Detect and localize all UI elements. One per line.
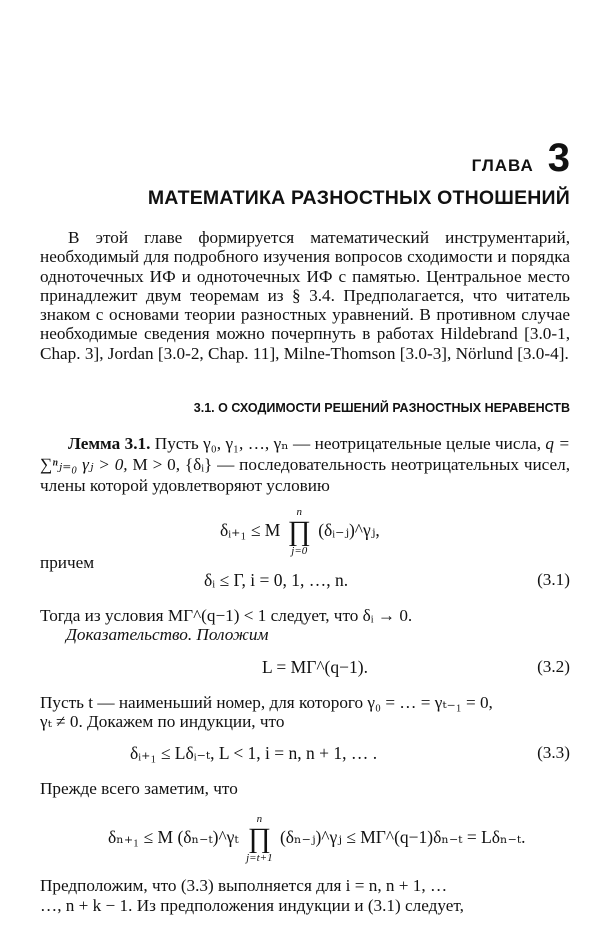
equation-number-3-3: (3.3)	[537, 743, 570, 762]
product-operator-2	[246, 814, 272, 864]
first-note-text: Прежде всего заметим, что	[40, 779, 238, 798]
formula-induction-left: δₙ₊₁ ≤ M (δₙ₋ₜ)^γₜ	[108, 827, 239, 848]
formula-3-2: L = MΓ^(q−1).	[262, 657, 368, 677]
formula-3-1: δᵢ ≤ Γ, i = 0, 1, …, n.	[204, 570, 349, 590]
induction-step-line-2: …, n + k − 1. Из предположения индукции и (3.1) следует,	[40, 896, 464, 915]
formula-recurrence-left: δᵢ₊₁ ≤ M	[220, 520, 281, 541]
chapter-header	[472, 138, 570, 178]
chapter-number: 3	[547, 136, 570, 180]
formula-induction-base	[108, 814, 526, 864]
let-text-line-2: γₜ ≠ 0. Докажем по индукции, что	[40, 712, 285, 731]
formula-3-3: δᵢ₊₁ ≤ Lδᵢ₋ₜ, L < 1, i = n, n + 1, … .	[130, 743, 378, 763]
intro-paragraph: В этой главе формируется математический инструментарий, необходимый для подробного изучения вопросов сходимости и порядка одноточечных ИФ и одноточечных ИФ с памятью. Центральное место принадлежит двум теоремам из § 3.4. Предполагается, что читатель знаком с основами теории разностных уравнений. В противном случае необходимые сведения можно почерпнуть в работах Hildebrand [3.0-1, Chap. 3], Jordan [3.0-2, Chap. 11], Milne-Thomson [3.0-3], Nörlund [3.0-4].	[40, 228, 570, 363]
equation-number-3-2: (3.2)	[537, 657, 570, 676]
product-symbol-2: ∏	[247, 823, 271, 854]
lemma-label: Лемма 3.1.	[68, 434, 151, 453]
product-symbol: ∏	[287, 516, 311, 547]
product-lower-limit: j=0	[291, 545, 308, 557]
lemma-text-b: M > 0, {δᵢ} — последовательность неотрицательных чисел, члены которой удовлетворяют условию	[40, 455, 571, 495]
lemma-q-definition: q = ∑ⁿⱼ₌₀ γⱼ > 0,	[40, 434, 570, 474]
product-lower-limit-2: j=t+1	[246, 852, 273, 864]
equation-number-3-1: (3.1)	[537, 570, 570, 589]
formula-recurrence-right: (δᵢ₋ⱼ)^γⱼ,	[318, 520, 380, 541]
then-condition-text: Тогда из условия MΓ^(q−1) < 1 следует, что δᵢ → 0.	[40, 606, 413, 625]
lemma-text-a: Пусть γ₀, γ₁, …, γₙ — неотрицательные целые числа,	[150, 434, 546, 453]
lemma-statement	[40, 433, 570, 496]
chapter-title: МАТЕМАТИКА РАЗНОСТНЫХ ОТНОШЕНИЙ	[147, 187, 570, 209]
product-upper-limit: n	[296, 506, 303, 518]
chapter-label: ГЛАВА	[471, 156, 534, 175]
section-heading: 3.1. О СХОДИМОСТИ РЕШЕНИЙ РАЗНОСТНЫХ НЕРАВЕНСТВ	[193, 401, 570, 415]
induction-step-line-1: Предположим, что (3.3) выполняется для i = n, n + 1, …	[40, 876, 448, 895]
let-text-line-1: Пусть t — наименьший номер, для которого γ₀ = … = γₜ₋₁ = 0,	[40, 693, 493, 712]
formula-recurrence	[220, 507, 380, 557]
product-operator	[288, 507, 311, 557]
formula-induction-right: (δₙ₋ⱼ)^γⱼ ≤ MΓ^(q−1)δₙ₋ₜ = Lδₙ₋ₜ.	[279, 827, 526, 848]
proof-label: Доказательство. Положим	[66, 625, 269, 644]
product-upper-limit-2: n	[256, 813, 263, 825]
whereas-text: причем	[40, 553, 95, 572]
